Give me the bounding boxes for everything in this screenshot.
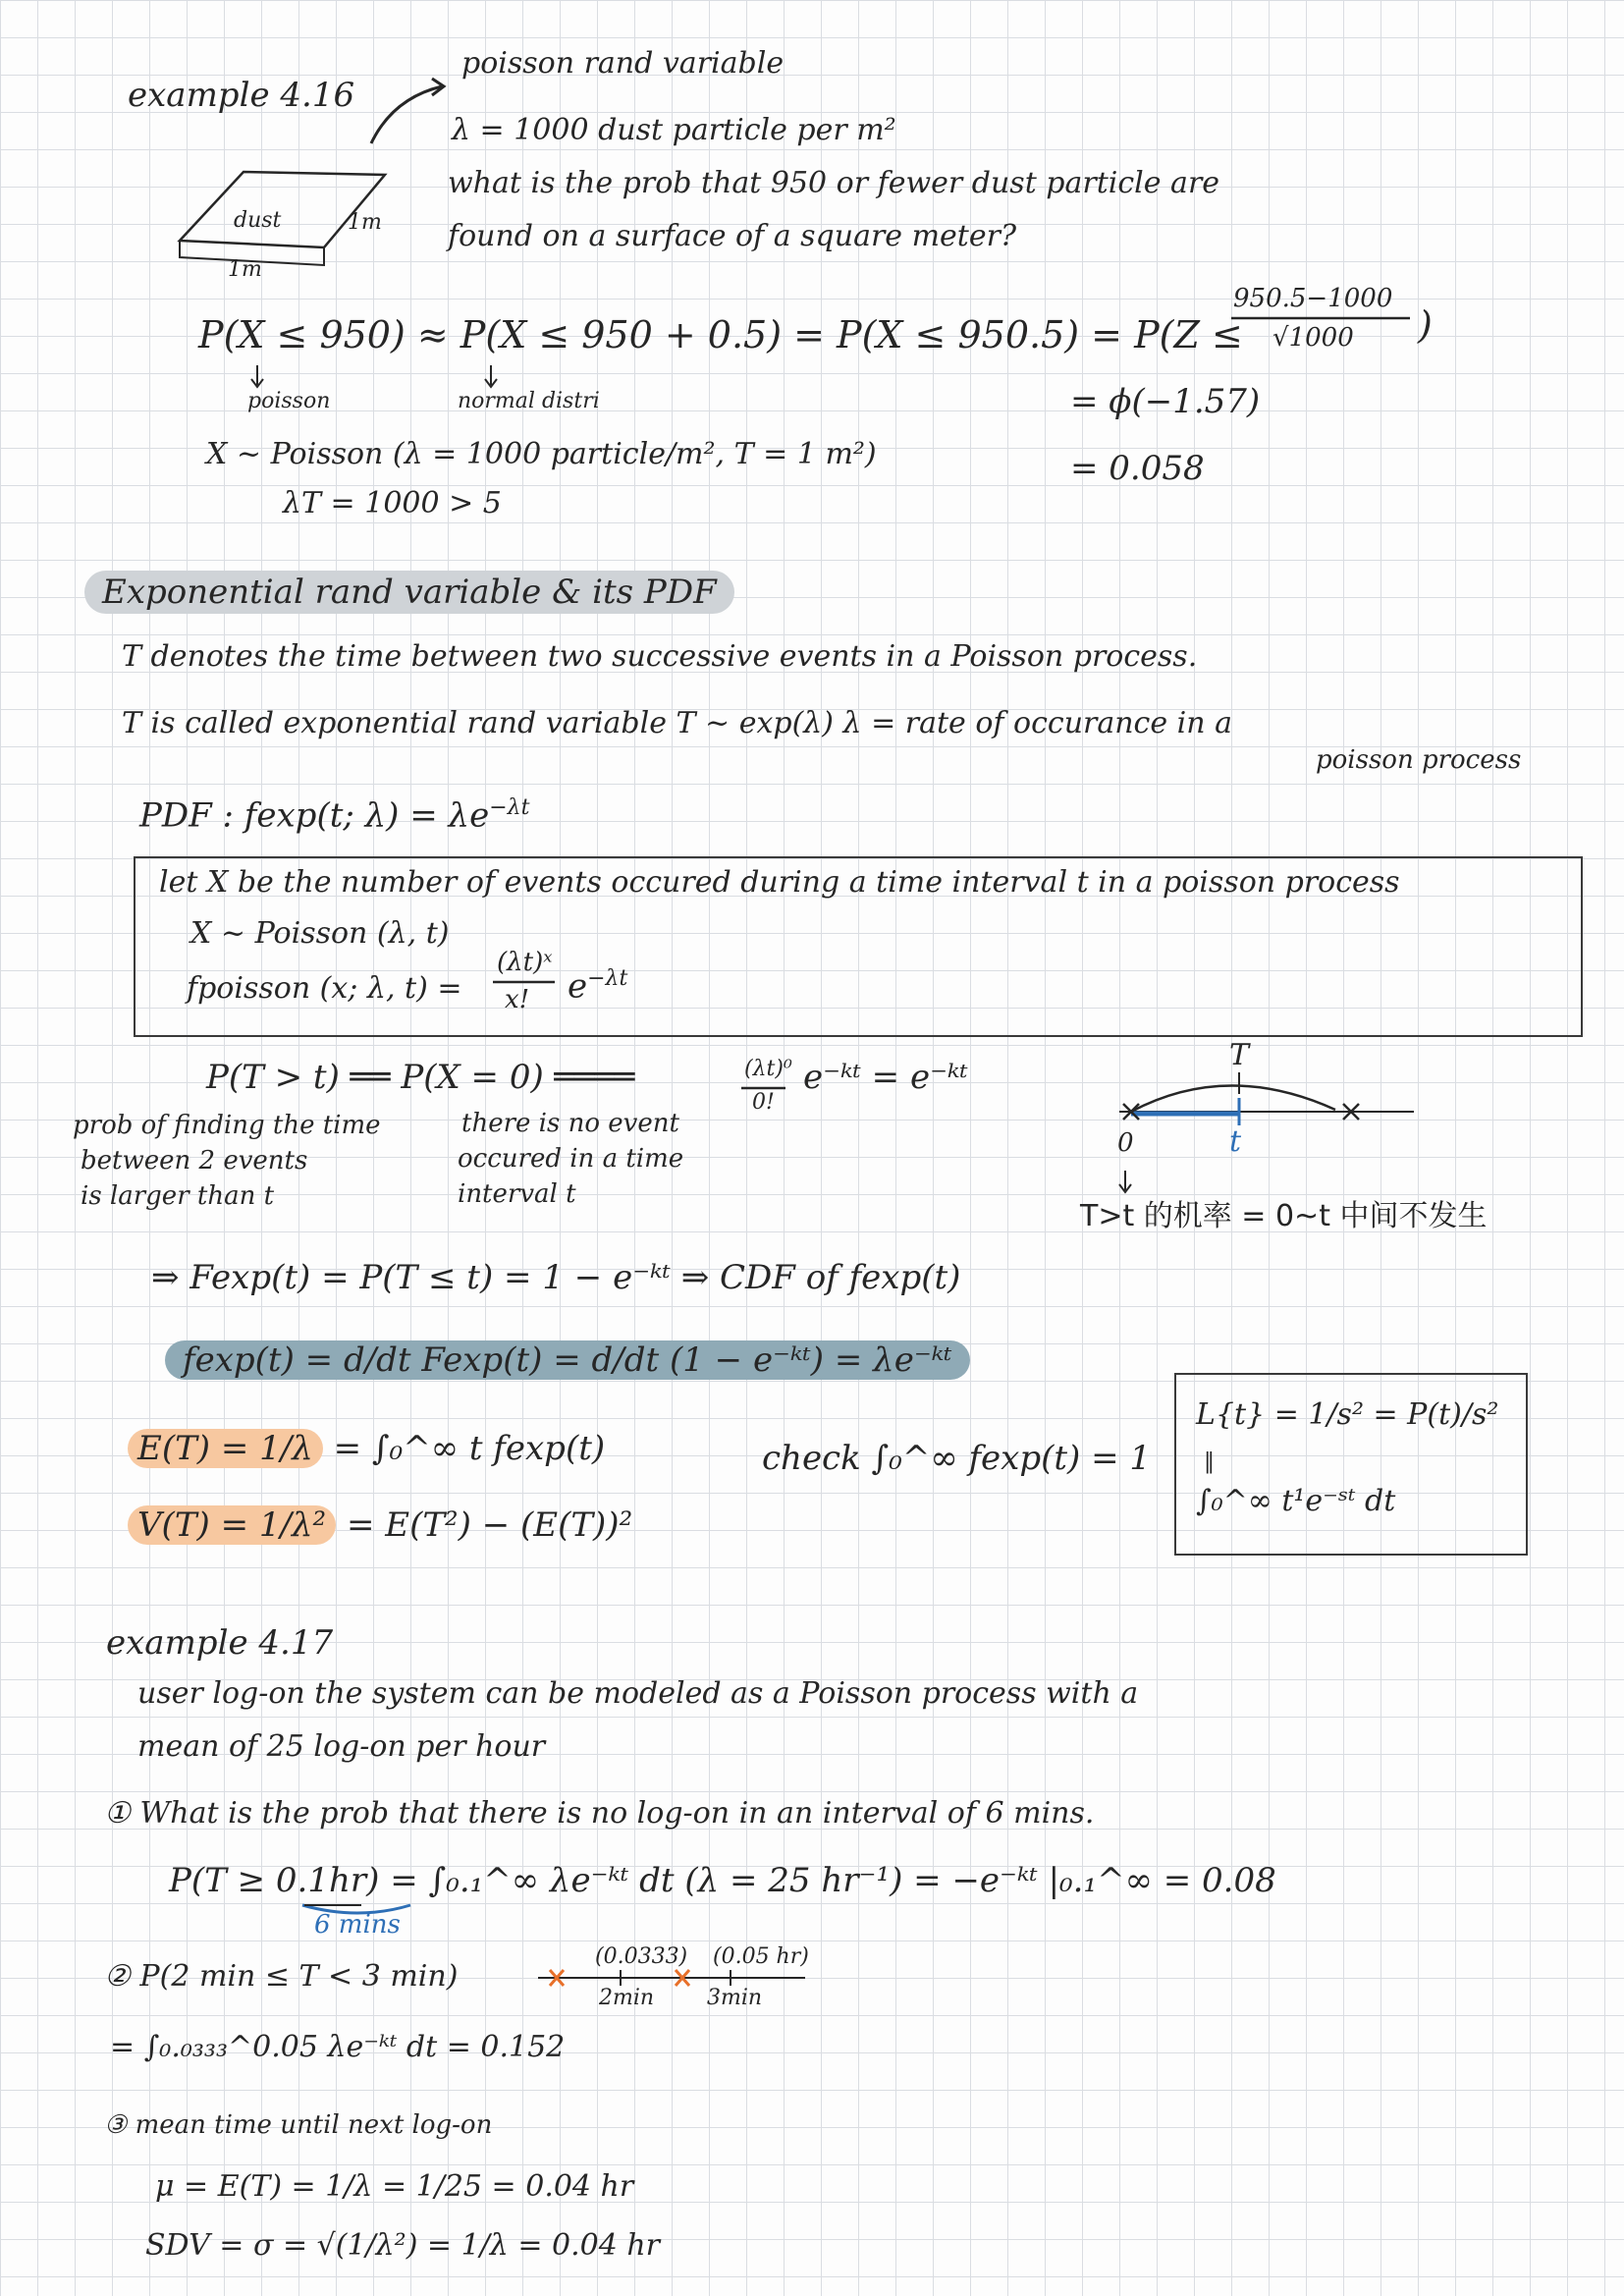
question-3-sd: SDV = σ = √(1/λ²) = 1/λ = 0.04 hr: [145, 2228, 661, 2263]
pdf-exponent: −λt: [489, 795, 530, 820]
note-larger-than-t: is larger than t: [81, 1181, 275, 1211]
z-fraction-denominator: √1000: [1272, 323, 1354, 353]
timeline-arc: [1131, 1085, 1335, 1112]
example-417-title: example 4.17: [106, 1623, 334, 1663]
pdf-derivative: [165, 1341, 970, 1380]
phi-value: = ϕ(−1.57): [1070, 382, 1261, 421]
laplace-line-2: ∫₀^∞ t¹e⁻ˢᵗ dt: [1196, 1484, 1396, 1518]
box-e: e: [568, 966, 588, 1007]
note-occured-time: occured in a time: [458, 1144, 684, 1174]
probability-equation: P(X ≤ 950) ≈ P(X ≤ 950 + 0.5) = P(X ≤ 950.5) = P(Z ≤: [198, 313, 1243, 356]
mean-integral: = ∫₀^∞ t fexp(t): [333, 1429, 606, 1468]
label-poisson: poisson: [247, 389, 331, 413]
example-416-title: example 4.16: [128, 76, 355, 115]
mean-equation: [128, 1430, 605, 1468]
mean-highlight: E(T) = 1/λ: [128, 1429, 323, 1468]
exponential-definition-2b: poisson process: [1316, 745, 1522, 775]
z-close-paren: ): [1418, 303, 1433, 347]
note-prob-finding: prob of finding the time: [73, 1111, 381, 1140]
z-fraction-numerator: 950.5−1000: [1233, 284, 1393, 313]
heading-highlight: Exponential rand variable & its PDF: [84, 571, 734, 614]
pdf-text: PDF : fexp(t; λ) = λe: [139, 795, 490, 836]
check-integral: check ∫₀^∞ fexp(t) = 1: [762, 1439, 1152, 1478]
box-line-3: fpoisson (x; λ, t) =: [187, 971, 462, 1006]
exponential-pdf: [139, 795, 529, 835]
survival-equation: P(T > t) ══ P(X = 0) ════: [206, 1058, 635, 1097]
box-frac-numerator: (λt)ˣ: [497, 948, 553, 977]
laplace-line-1: L{t} = 1/s² = P(t)/s²: [1196, 1397, 1499, 1432]
question-line-2: found on a surface of a square meter?: [448, 219, 1017, 253]
question-2-equation: = ∫₀.₀₃₃₃^0.05 λe⁻ᵏᵗ dt = 0.152: [110, 2030, 566, 2064]
note-no-event: there is no event: [461, 1109, 679, 1138]
question-2: ② P(2 min ≤ T < 3 min): [104, 1959, 459, 1994]
box-e-exponent: −λt: [587, 966, 628, 991]
variance-formula: = E(T²) − (E(T))²: [346, 1505, 633, 1545]
q2-axis-label-b: (0.05 hr): [713, 1944, 809, 1969]
note-between-events: between 2 events: [81, 1146, 308, 1175]
question-1-equation: P(T ≥ 0.1hr) = ∫₀.₁^∞ λe⁻ᵏᵗ dt (λ = 25 hr⁻¹) = −e⁻ᵏᵗ |₀.₁^∞ = 0.08: [169, 1861, 1276, 1900]
exponential-definition-1: T denotes the time between two successive events in a Poisson process.: [122, 639, 1198, 674]
timeline-chinese-note: T>t 的机率 = 0~t 中间不发生: [1080, 1199, 1488, 1233]
surface-label-depth: 1m: [348, 210, 382, 235]
laplace-equals-mark: ‖: [1204, 1449, 1215, 1474]
q2-axis-label-c: 2min: [599, 1986, 655, 2010]
variance-highlight: V(T) = 1/λ²: [128, 1505, 336, 1545]
surface-label-dust: dust: [234, 208, 282, 233]
q2-axis-label-d: 3min: [707, 1986, 763, 2010]
section-heading-exponential: [84, 574, 734, 612]
survival-equation-tail: e⁻ᵏᵗ = e⁻ᵏᵗ: [803, 1058, 968, 1097]
deriv-frac-denominator: 0!: [752, 1090, 775, 1115]
timeline-label-t: t: [1229, 1124, 1242, 1159]
box-frac-denominator: x!: [505, 985, 530, 1014]
variance-equation: [128, 1506, 632, 1545]
cdf-equation: ⇒ Fexp(t) = P(T ≤ t) = 1 − e⁻ᵏᵗ ⇒ CDF of fexp(t): [151, 1258, 961, 1297]
timeline-label-T: T: [1229, 1038, 1250, 1072]
label-normal-distri: normal distri: [458, 389, 600, 413]
note-interval-t: interval t: [458, 1179, 576, 1209]
timeline-down-arrow: [1119, 1171, 1131, 1192]
pointer-arrow: [371, 86, 442, 143]
box-line-2: X ~ Poisson (λ, t): [190, 916, 450, 951]
example-417-line-2: mean of 25 log-on per hour: [137, 1729, 546, 1764]
probability-result: = 0.058: [1070, 449, 1205, 488]
six-mins-note: 6 mins: [314, 1910, 401, 1940]
poisson-model: X ~ Poisson (λ = 1000 particle/m², T = 1 m²): [206, 437, 877, 471]
question-3-mean: μ = E(T) = 1/λ = 1/25 = 0.04 hr: [155, 2169, 634, 2204]
down-arrow-poisson: [251, 365, 263, 387]
exponential-definition-2: T is called exponential rand variable T ~ exp(λ) λ = rate of occurance in a: [122, 706, 1232, 740]
surface-label-width: 1m: [228, 257, 262, 282]
lambda-note: λ = 1000 dust particle per m²: [452, 113, 896, 147]
lambda-t-condition: λT = 1000 > 5: [283, 486, 502, 520]
question-3: ③ mean time until next log-on: [104, 2110, 493, 2140]
box-exp-tail: [568, 966, 627, 1006]
example-417-line-1: user log-on the system can be modeled as a Poisson process with a: [137, 1676, 1139, 1711]
question-line-1: what is the prob that 950 or fewer dust particle are: [448, 166, 1220, 200]
down-arrow-normal: [485, 365, 497, 387]
q2-axis-label-a: (0.0333): [595, 1944, 688, 1969]
box-line-1: let X be the number of events occured during a time interval t in a poisson process: [159, 865, 1400, 900]
deriv-frac-numerator: (λt)⁰: [744, 1057, 792, 1081]
pdf-derivative-highlight: fexp(t) = d/dt Fexp(t) = d/dt (1 − e⁻ᵏᵗ) = λe⁻ᵏᵗ: [165, 1340, 970, 1380]
poisson-note: poisson rand variable: [461, 46, 785, 81]
question-1: ① What is the prob that there is no log-on in an interval of 6 mins.: [104, 1796, 1095, 1831]
timeline-label-0: 0: [1117, 1128, 1134, 1158]
